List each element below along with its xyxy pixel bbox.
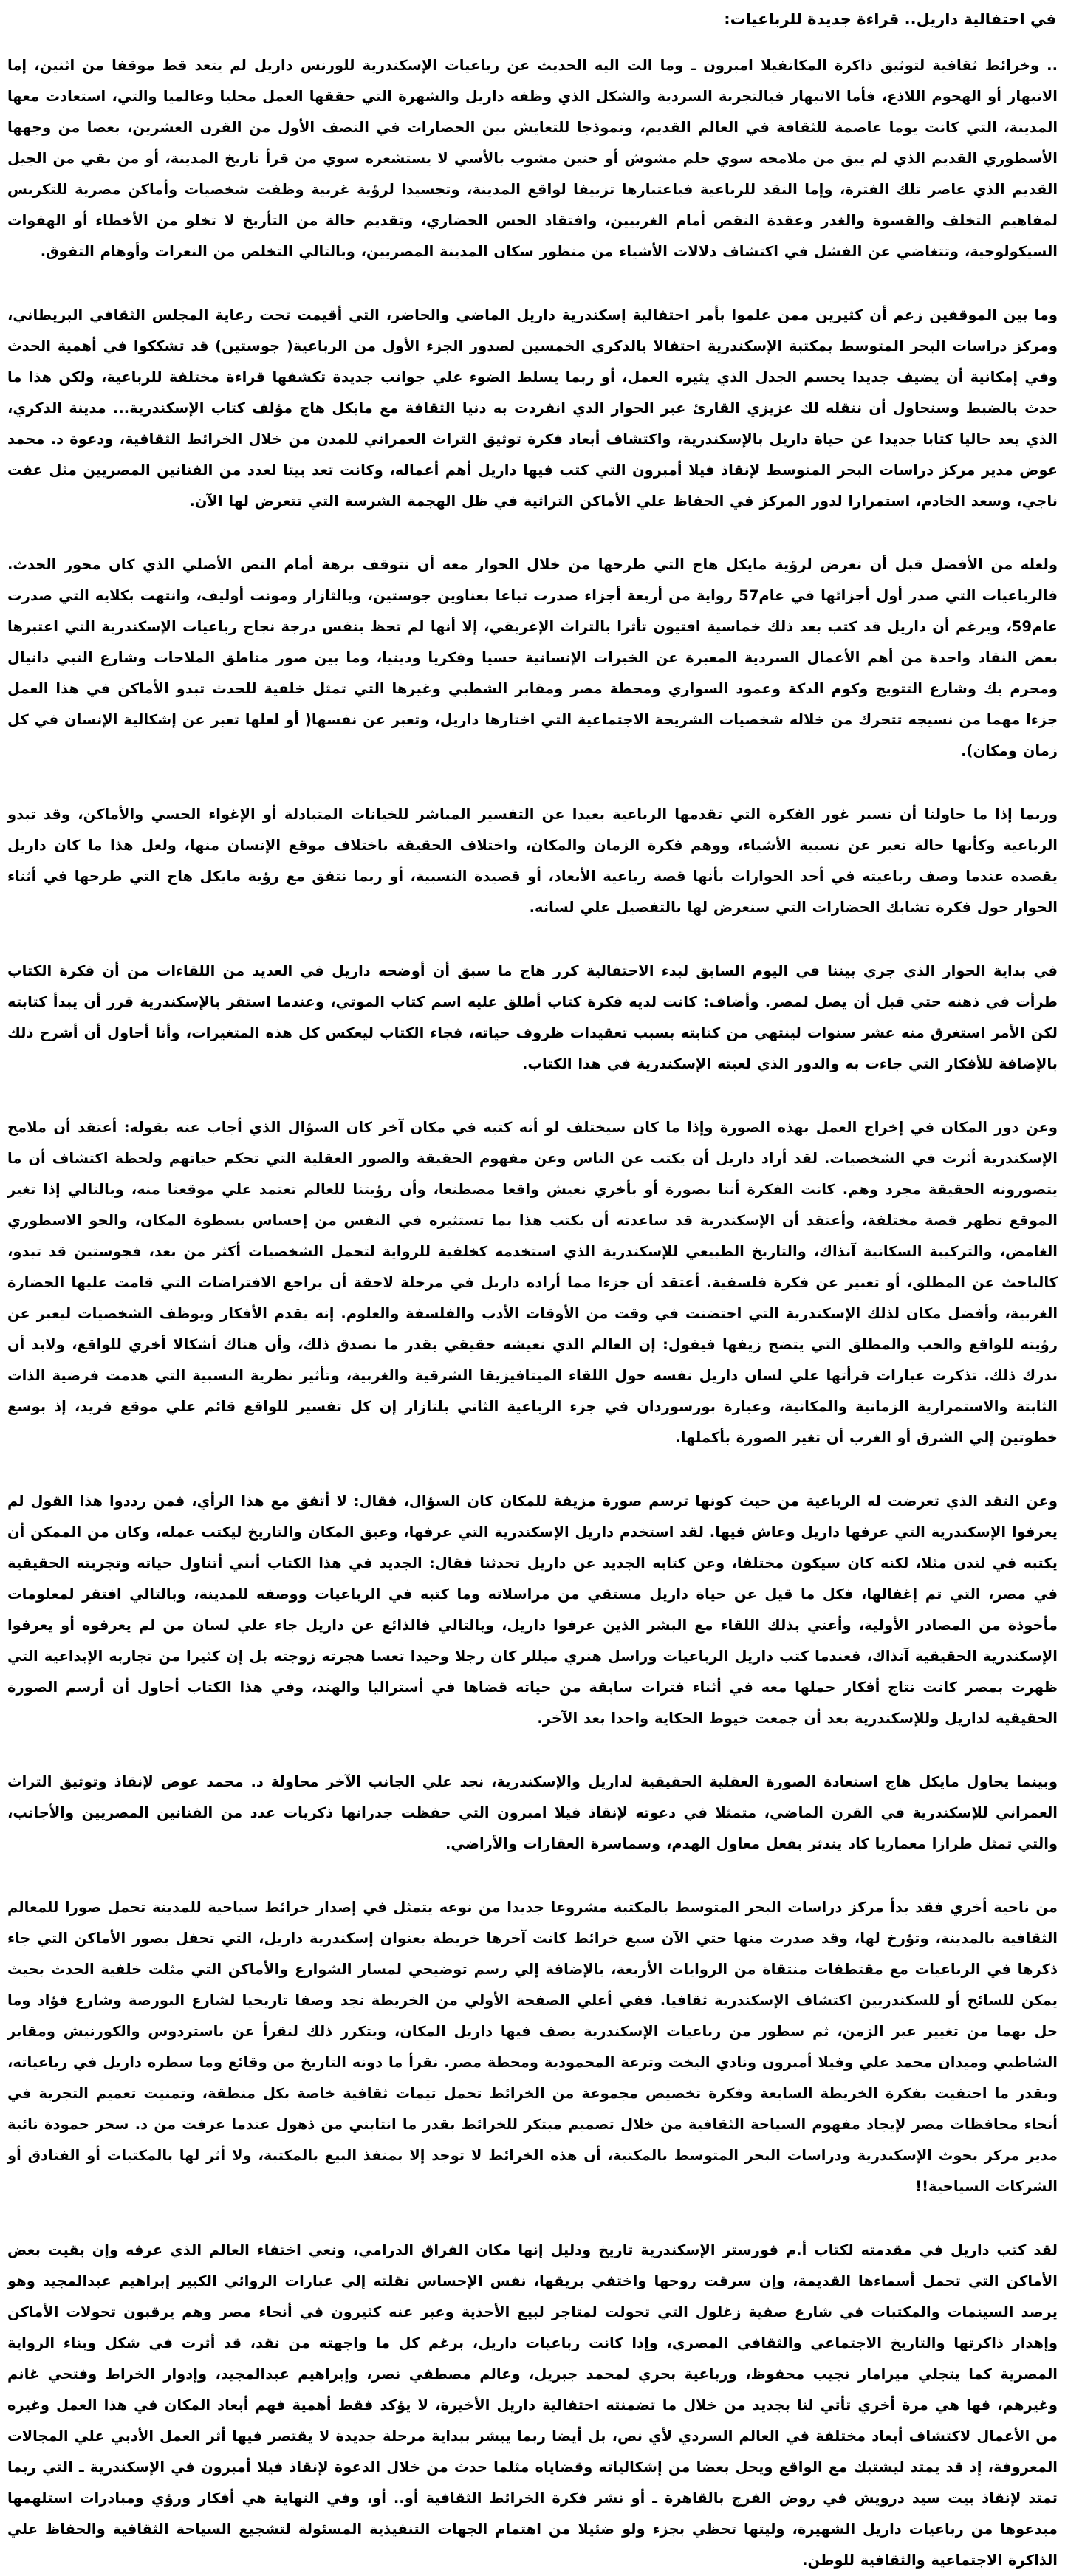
article-paragraph-3: ولعله من الأفضل قبل أن نعرض لرؤية مايكل هاج التي طرحها من خلال الحوار معه أن نتوقف برهة أمام النص الأصلي الذي كان محور الحدث. فالرباعيات التي صدر أول أجزائها في عام57 رواية من أربعة أجزاء صدرت تباعا بعناوين جوستين، وبالثازار ومونت أوليف، وانتهت بكلايه التي صدرت عام59، وبرغم أن داريل قد كتب بعد ذلك خماسية افتيون تأثرا بالتراث الإغريقي، إلا أنها لم تحظ بنفس درجة نجاح رباعيات الإسكندرية التي اعتبرها بعض النقاد واحدة من أهم الأعمال السردية المعبرة عن الخبرات الإنسانية حسيا وفكريا ودينيا، وما بين صور مناطق الملاحات وشارع النبي دانيال ومحرم بك وشارع التتويج وكوم الدكة وعمود السواري ومحطة مصر ومقابر الشطبي وغيرها التي تمثل خلفية للحدث تبدو الأماكن في هذا العمل جزءا مهما من نسيجه تتحرك من خلاله شخصيات الشريحة الاجتماعية التي اختارها داريل، وتعبر عن نفسها( أو لعلها تعبر عن إشكالية الإنسان في كل زمان ومكان). bbox=[7, 556, 1058, 759]
article-paragraph-5: في بداية الحوار الذي جري بيننا في اليوم السابق لبدء الاحتفالية كرر هاج ما سبق أن أوضحه داريل في العديد من اللقاءات من أن فكرة الكتاب طرأت في ذهنه حتي قبل أن يصل لمصر. وأضاف: كانت لديه فكرة كتاب أطلق عليه اسم كتاب الموتي، وعندما استقر بالإسكندرية قرر أن يبدأ كتابته لكن الأمر استغرق منه عشر سنوات لينتهي من كتابته بسبب تعقيدات ظروف حياته، فجاء الكتاب ليعكس كل هذه المتغيرات، وأنا أحاول أن أشرح ذلك بالإضافة للأفكار التي جاءت به والدور الذي لعبته الإسكندرية في هذا الكتاب. bbox=[7, 962, 1058, 1072]
article-paragraph-6: وعن دور المكان في إخراج العمل بهذه الصورة وإذا ما كان سيختلف لو أنه كتبه في مكان آخر كان السؤال الذي أجاب عنه بقوله: أعتقد أن ملامح الإسكندرية أثرت في الشخصيات. لقد أراد داريل أن يكتب عن الناس وعن مفهوم الحقيقة والصور العقلية التي تحكم حياتهم ولحظة اكتشاف أن ما يتصورونه الحقيقة مجرد وهم. كانت الفكرة أننا بصورة أو بأخري نعيش واقعا مصطنعا، وأن رؤيتنا للعالم تعتمد علي موقعنا منه، وبالتالي إذا تغير الموقع تظهر قصة مختلفة، وأعتقد أن الإسكندرية قد ساعدته أن يكتب هذا بما تستثيره في النفس من إحساس بسطوة المكان، والجو الاسطوري الغامض، والتركيبة السكانية آنذاك، والتاريخ الطبيعي للإسكندرية الذي استخدمه كخلفية للرواية لتحمل الشخصيات أكثر من بعد، فجوستين قد تبدو، كالباحث عن المطلق، أو تعبير عن فكرة فلسفية. أعتقد أن جزءا مما أراده داريل في مرحلة لاحقة أن يراجع الافتراضات التي قامت عليها الحضارة الغربية، وأفضل مكان لذلك الإسكندرية التي احتضنت في وقت من الأوقات الأدب والفلسفة والعلوم. إنه يقدم الأفكار ويوظف الشخصيات ليعبر عن رؤيته للواقع والحب والمطلق التي يتضح زيفها فيقول: إن العالم الذي نعيشه حقيقي بقدر ما نصدق ذلك، وأن هناك أشكالا أخري للواقع، ولابد أن ندرك ذلك. تذكرت عبارات قرأتها علي لسان داريل نفسه حول اللقاء الميتافيزيقا الشرقية والغربية، وتأثير نظرية النسبية التي هدمت فرضية الذات الثابتة والاستمرارية الزمانية والمكانية، وعبارة بورسوردان في جزء الرباعية الثاني بلتازار إن كل تفسير للواقع قائم علي موقع فريد، إذ بوسع خطوتين إلي الشرق أو الغرب أن تغير الصورة بأكملها. bbox=[7, 1119, 1058, 1446]
article-body bbox=[7, 50, 1058, 2576]
article-title: في احتفالية داريل.. قراءة جديدة للرباعيات: bbox=[724, 10, 1056, 28]
article-paragraph-4: وربما إذا ما حاولنا أن نسبر غور الفكرة التي تقدمها الرباعية بعيدا عن التفسير المباشر للخيانات المتبادلة أو الإغواء الحسي والأماكن، وقد تبدو الرباعية وكأنها حالة تعبر عن نسبية الأشياء، ووهم فكرة الزمان والمكان، واختلاف الحقيقة باختلاف موقع الإنسان منها، ولعل هذا ما كان داريل يقصده عندما وصف رباعيته في أحد الحوارات بأنها قصة رباعية الأبعاد، أو قصيدة النسبية، أو ربما نتفق مع رؤية مايكل هاج التي طرحها في أثناء الحوار حول فكرة تشابك الحضارات التي سنعرض لها بالتفصيل علي لسانه. bbox=[7, 806, 1058, 916]
article-paragraph-7: وعن النقد الذي تعرضت له الرباعية من حيث كونها ترسم صورة مزيفة للمكان كان السؤال، فقال: لا أتفق مع هذا الرأي، فمن رددوا هذا القول لم يعرفوا الإسكندرية التي عرفها داريل وعاش فيها. لقد استخدم داريل الإسكندرية التي عرفها، وعبق المكان والتاريخ ليكتب عمله، وكان من الممكن أن يكتبه في لندن مثلا، لكنه كان سيكون مختلفا، وعن كتابه الجديد عن داريل تحدثنا فقال: الجديد في هذا الكتاب أنني أتناول حياته وتجربته الحقيقية في مصر، التي تم إغفالها، فكل ما قيل عن حياة داريل مستقي من مراسلاته وما كتبه في الرباعيات ووصفه للمدينة، وبالتالي افتقر لمعلومات مأخوذة من المصادر الأولية، وأعني بذلك اللقاء مع البشر الذين عرفوا داريل، وبالتالي فالذائع عن داريل جاء علي لسان من لم يعرفوه أو يعرفوا الإسكندرية الحقيقية آنذاك، فعندما كتب داريل الرباعيات وراسل هنري ميللر كان رجلا وحيدا تعسا هجرته زوجته بل إن كثيرا من تجاربه الإبداعية التي ظهرت بمصر كانت نتاج أفكار حملها معه في أثناء فترات سابقة من حياته قضاها في أستراليا والهند، وفي هذا الكتاب أحاول أن أرسم الصورة الحقيقية لداريل وللإسكندرية بعد أن جمعت خيوط الحكاية واحدا بعد الآخر. bbox=[7, 1493, 1058, 1727]
article-paragraph-1: .. وخرائط ثقافية لتوثيق ذاكرة المكانفيلا امبرون ـ وما الت اليه الحديث عن رباعيات الإسكندرية للورنس داريل لم يتعد قط موقفا من اثنين، إما الانبهار أو الهجوم اللاذع، فأما الانبهار فبالتجربة السردية والشكل الذي وظفه داريل والشهرة التي حققها العمل محليا وعالميا والتي، استعادت معها المدينة، التي كانت يوما عاصمة للثقافة في العالم القديم، ونموذجا للتعايش بين الحضارات في النصف الأول من القرن العشرين، بعضا من وجهها الأسطوري القديم الذي لم يبق من ملامحه سوي حلم مشوش أو حنين مشوب بالأسي لا يستشعره سوي من قرأ تاريخ المدينة، أو من بقي من الجيل القديم الذي عاصر تلك الفترة، وإما النقد للرباعية فباعتبارها تزييفا لواقع المدينة، وتجسيدا لرؤية غربية وظفت شخصيات وأماكن مصرية للتكريس لمفاهيم التخلف والقسوة والغدر وعقدة النقص أمام الغربيين، وافتقاد الحس الحضاري، وتقديم حالة من التأريخ لا تخلو من الأخطاء أو الهفوات السيكولوجية، وتتغاضي عن الفشل في اكتشاف دلالات الأشياء من منظور سكان المدينة المصريين، وبالتالي التخلص من النعرات وأوهام التفوق. bbox=[7, 57, 1058, 260]
article-paragraph-9: من ناحية أخري فقد بدأ مركز دراسات البحر المتوسط بالمكتبة مشروعا جديدا من نوعه يتمثل في إصدار خرائط سياحية للمدينة تحمل صورا للمعالم الثقافية بالمدينة، وتؤرخ لها، وقد صدرت منها حتي الآن سبع خرائط كانت آخرها خريطة بعنوان إسكندرية داريل، التي تحفل بصور الأماكن التي جاء ذكرها في الرباعيات مع مقتطفات منتقاة من الروايات الأربعة، بالإضافة إلي رسم توضيحي لمسار الشوارع والأماكن التي مثلت خلفية الحدث بحيث يمكن للسائح أو للسكندريين اكتشاف الإسكندرية ثقافيا. ففي أعلي الصفحة الأولي من الخريطة نجد وصفا تاريخيا لشارع البورصة وشارع فؤاد وما حل بهما من تغيير عبر الزمن، ثم سطور من رباعيات الإسكندرية يصف فيها داريل المكان، ويتكرر ذلك لنقرأ عن باستردوس والكورنيش ومقابر الشاطبي وميدان محمد علي وفيلا أمبرون ونادي اليخت وترعة المحمودية ومحطة مصر. نقرأ ما دونه التاريخ من وقائع وما سطره داريل في رباعياته، وبقدر ما احتفيت بفكرة الخريطة السابعة وفكرة تخصيص مجموعة من الخرائط تحمل تيمات ثقافية خاصة بكل منطقة، وتمنيت تعميم التجربة في أنحاء محافظات مصر لإيجاد مفهوم السياحة الثقافية من خلال تصميم مبتكر للخرائط بقدر ما انتابني من ذهول عندما عرفت من د. سحر حمودة نائبة مدير مركز بحوث الإسكندرية ودراسات البحر المتوسط بالمكتبة، أن هذه الخرائط لا توجد إلا بمنفذ البيع بالمكتبة، ولا أثر لها بالمكتبات أو الفنادق أو الشركات السياحية!! bbox=[7, 1899, 1058, 2195]
article-paragraph-8: وبينما يحاول مايكل هاج استعادة الصورة العقلية الحقيقية لداريل والإسكندرية، نجد علي الجانب الآخر محاولة د. محمد عوض لإنقاذ وتوثيق التراث العمراني للإسكندرية في القرن الماضي، متمثلا في دعوته لإنقاذ فيلا امبرون التي حفظت جدرانها ذكريات عدد من الفنانين المصريين والأجانب، والتي تمثل طرازا معماريا كاد يندثر بفعل معاول الهدم، وسماسرة العقارات والأراضي. bbox=[7, 1773, 1058, 1852]
article-paragraph-2: وما بين الموقفين زعم أن كثيرين ممن علموا بأمر احتفالية إسكندرية داريل الماضي والحاضر، التي أقيمت تحت رعاية المجلس الثقافي البريطاني، ومركز دراسات البحر المتوسط بمكتبة الإسكندرية احتفالا بالذكري الخمسين لصدور الجزء الأول من الرباعية( جوستين) قد تشككوا في أهمية الحدث وفي إمكانية أن يضيف جديدا يحسم الجدل الذي يثيره العمل، أو ربما يسلط الضوء علي جوانب جديدة تكشفها قراءة مختلفة للرباعية، ولكن هذا ما حدث بالضبط وسنحاول أن ننقله لك عزيزي القارئ عبر الحوار الذي انفردت به دنيا الثقافة مع مايكل هاج مؤلف كتاب الإسكندرية... مدينة الذكري، الذي يعد حاليا كتابا جديدا عن حياة داريل بالإسكندرية، واكتشاف أبعاد فكرة توثيق التراث العمراني للمدن من خلال الخرائط الثقافية، ودعوة د. محمد عوض مدير مركز دراسات البحر المتوسط لإنقاذ فيلا أمبرون التي كتب فيها داريل أهم أعماله، وكانت تعد بيتا لعدد من الفنانين المصريين مثل عفت ناجي، وسعد الخادم، استمرارا لدور المركز في الحفاظ علي الأماكن التراثية في ظل الهجمة الشرسة التي تتعرض لها الآن. bbox=[7, 306, 1058, 510]
article-paragraph-10: لقد كتب داريل في مقدمته لكتاب أ.م فورستر الإسكندرية تاريخ ودليل إنها مكان الفراق الدرامي، ونعي اختفاء العالم الذي عرفه وإن بقيت بعض الأماكن التي تحمل أسماءها القديمة، وإن سرقت روحها واختفي بريقها، نفس الإحساس نقلته إلي عبارات الروائي الكبير إبراهيم عبدالمجيد وهو يرصد السينمات والمكتبات في شارع صفية زغلول التي تحولت لمتاجر لبيع الأحذية وعبر عنه كثيرون في أنحاء مصر وهم يرقبون تحولات الأماكن وإهدار ذاكرتها والتاريخ الاجتماعي والثقافي المصري، وإذا كانت رباعيات داريل، برغم كل ما واجهته من نقد، قد أثرت في شكل وبناء الرواية المصرية كما يتجلي ميرامار نجيب محفوظ، ورباعية بحري لمحمد جبريل، وعالم مصطفي نصر، وإبراهيم عبدالمجيد، وإدوار الخراط وفتحي غانم وغيرهم، فها هي مرة أخري تأتي لنا بجديد من خلال ما تضمنته احتفالية داريل الأخيرة، لا يؤكد فقط أهمية فهم أبعاد المكان في هذا العمل وغيره من الأعمال لاكتشاف أبعاد مختلفة في العالم السردي لأي نص، بل أيضا ربما يبشر ببداية مرحلة جديدة لا يقتصر فيها أثر العمل الأدبي علي المجالات المعروفة، إذ قد يمتد ليشتبك مع الواقع ويحل بعضا من إشكالياته وقضاياه مثلما حدث من خلال الدعوة لإنقاذ فيلا أمبرون في الإسكندرية ـ التي ربما تمتد لإنقاذ بيت سيد درويش في روض الفرج بالقاهرة ـ أو نشر فكرة الخرائط الثقافية أو.. أو، وفي النهاية هي أفكار ورؤي ومبادرات استلهمها مبدعوها من رباعيات داريل الشهيرة، وليتها تحظي بجزء ولو ضئيلا من اهتمام الجهات التنفيذية المسئولة لتشجيع السياحة الثقافية والحفاظ علي الذاكرة الاجتماعية والثقافية للوطن. bbox=[7, 2241, 1058, 2569]
